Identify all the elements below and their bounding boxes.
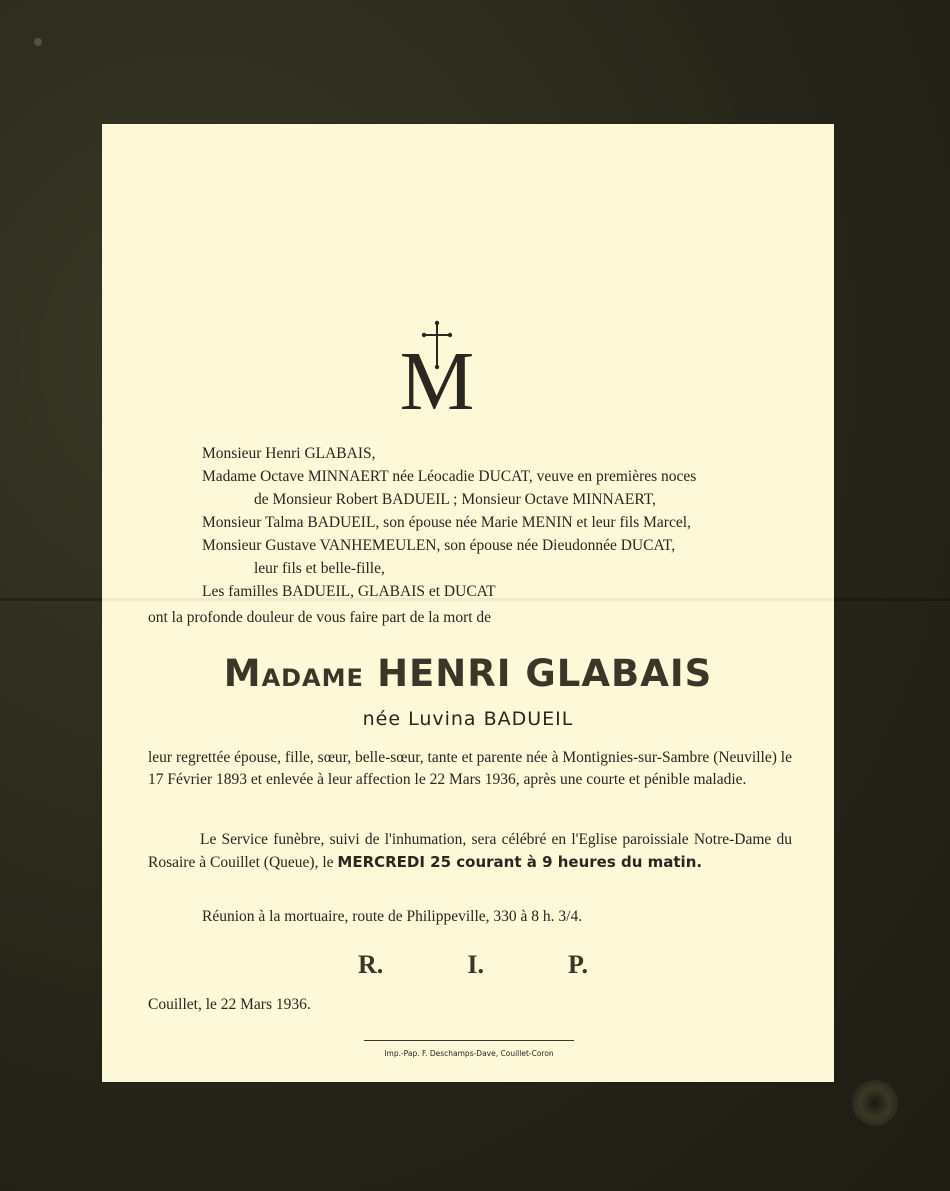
- hole-mark: [34, 38, 42, 46]
- funeral-service-time: MERCREDI 25 courant à 9 heures du matin.: [337, 853, 703, 871]
- family-list: [202, 442, 802, 603]
- place-date: Couillet, le 22 Mars 1936.: [148, 996, 311, 1013]
- deceased-name: [102, 652, 834, 695]
- printer-rule: [364, 1040, 574, 1041]
- death-details: leur regrettée épouse, fille, sœur, belle-sœur, tante et parente née à Montignies-sur-Sambre (Neuville) le 17 Février 1893 et enlevée à leur affection le 22 Mars 1936, après une courte et pénible maladie.: [148, 749, 792, 788]
- funeral-service: [148, 829, 792, 874]
- printer-imprint: Imp.-Pap. F. Deschamps-Dave, Couillet-Coron: [384, 1049, 554, 1058]
- funeral-notice-card: [102, 124, 834, 1082]
- funeral-service-text: Le Service funèbre, suivi de l'inhumation, sera célébré en l'Eglise paroissiale Notre-Dame du Rosaire à Couillet (Queue), le: [148, 831, 792, 871]
- title-rest: ADAME: [261, 664, 364, 692]
- family-line: Madame Octave MINNAERT née Léocadie DUCAT, veuve en premières noces: [202, 468, 697, 485]
- cross-monogram-icon: [382, 319, 492, 419]
- title-initial: M: [223, 652, 262, 695]
- family-line: Monsieur Henri GLABAIS,: [202, 445, 376, 462]
- rip-r: R.: [358, 950, 384, 979]
- rip: [358, 950, 588, 980]
- family-line: Les familles BADUEIL, GLABAIS et DUCAT: [202, 583, 496, 600]
- rip-i: I.: [467, 950, 484, 979]
- monogram-letter: M: [399, 335, 475, 419]
- family-line: leur fils et belle-fille,: [254, 560, 385, 577]
- reunion-info: Réunion à la mortuaire, route de Philippeville, 330 à 8 h. 3/4.: [202, 908, 583, 925]
- deceased-full-name: HENRI GLABAIS: [377, 652, 713, 695]
- announcement: ont la profonde douleur de vous faire part de la mort de: [148, 609, 492, 626]
- rip-p: P.: [568, 950, 588, 979]
- punch-hole: [852, 1080, 898, 1126]
- family-line: de Monsieur Robert BADUEIL ; Monsieur Octave MINNAERT,: [254, 491, 656, 508]
- family-line: Monsieur Talma BADUEIL, son épouse née Marie MENIN et leur fils Marcel,: [202, 514, 691, 531]
- maiden-name: née Luvina BADUEIL: [362, 708, 574, 730]
- family-line: Monsieur Gustave VANHEMEULEN, son épouse née Dieudonnée DUCAT,: [202, 537, 676, 554]
